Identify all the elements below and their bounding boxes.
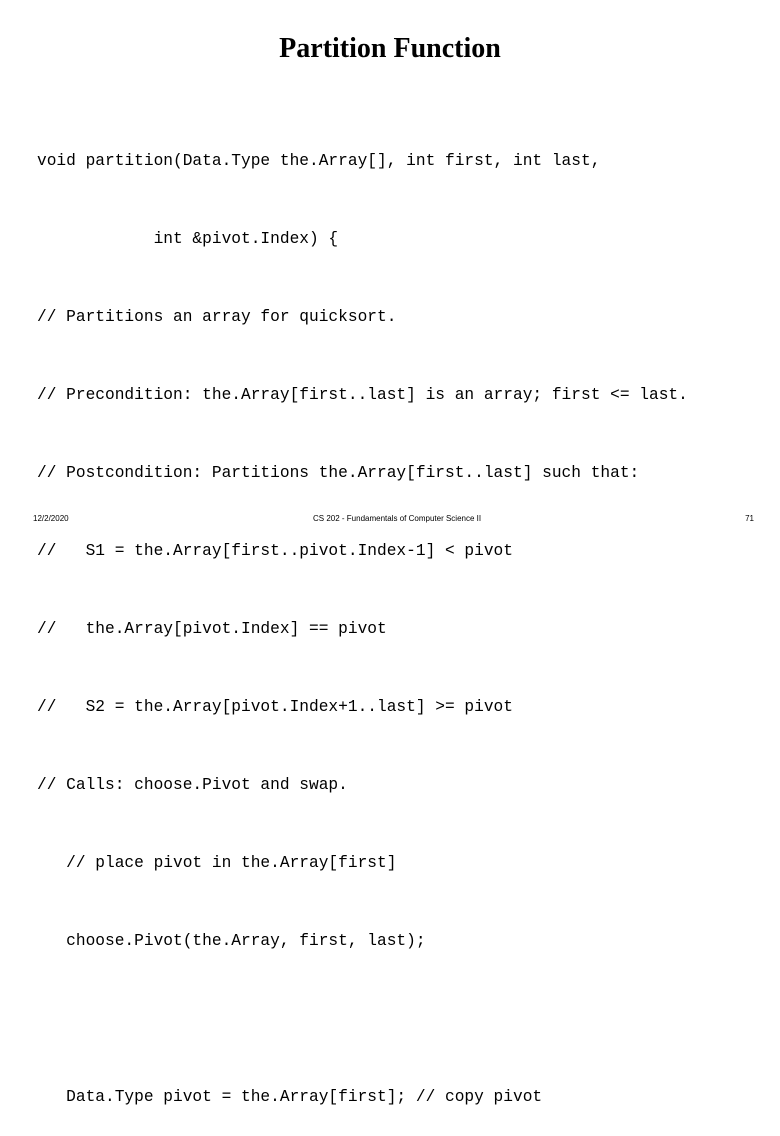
code-block — [37, 96, 772, 1136]
code-line — [37, 1006, 772, 1032]
code-line: // Calls: choose.Pivot and swap. — [37, 776, 348, 794]
code-line: int &pivot.Index) { — [37, 230, 339, 248]
footer-course: CS 202 - Fundamentals of Computer Science II — [313, 514, 482, 523]
code-line: choose.Pivot(the.Array, first, last); — [37, 932, 426, 950]
code-line: // place pivot in the.Array[first] — [37, 854, 397, 872]
code-line: // Partitions an array for quicksort. — [37, 308, 397, 326]
code-line: Data.Type pivot = the.Array[first]; // copy pivot — [37, 1088, 543, 1106]
code-line: // the.Array[pivot.Index] == pivot — [37, 620, 387, 638]
footer-date: 12/2/2020 — [33, 514, 69, 523]
code-line: // S1 = the.Array[first..pivot.Index-1] < pivot — [37, 542, 513, 560]
code-line: // Precondition: the.Array[first..last] is an array; first <= last. — [37, 386, 688, 404]
code-line: // Postcondition: Partitions the.Array[first..last] such that: — [37, 464, 640, 482]
slide-title: Partition Function — [279, 33, 501, 64]
code-line: // S2 = the.Array[pivot.Index+1..last] >= pivot — [37, 698, 513, 716]
footer-page-number: 71 — [745, 514, 754, 523]
code-line: void partition(Data.Type the.Array[], int first, int last, — [37, 152, 601, 170]
